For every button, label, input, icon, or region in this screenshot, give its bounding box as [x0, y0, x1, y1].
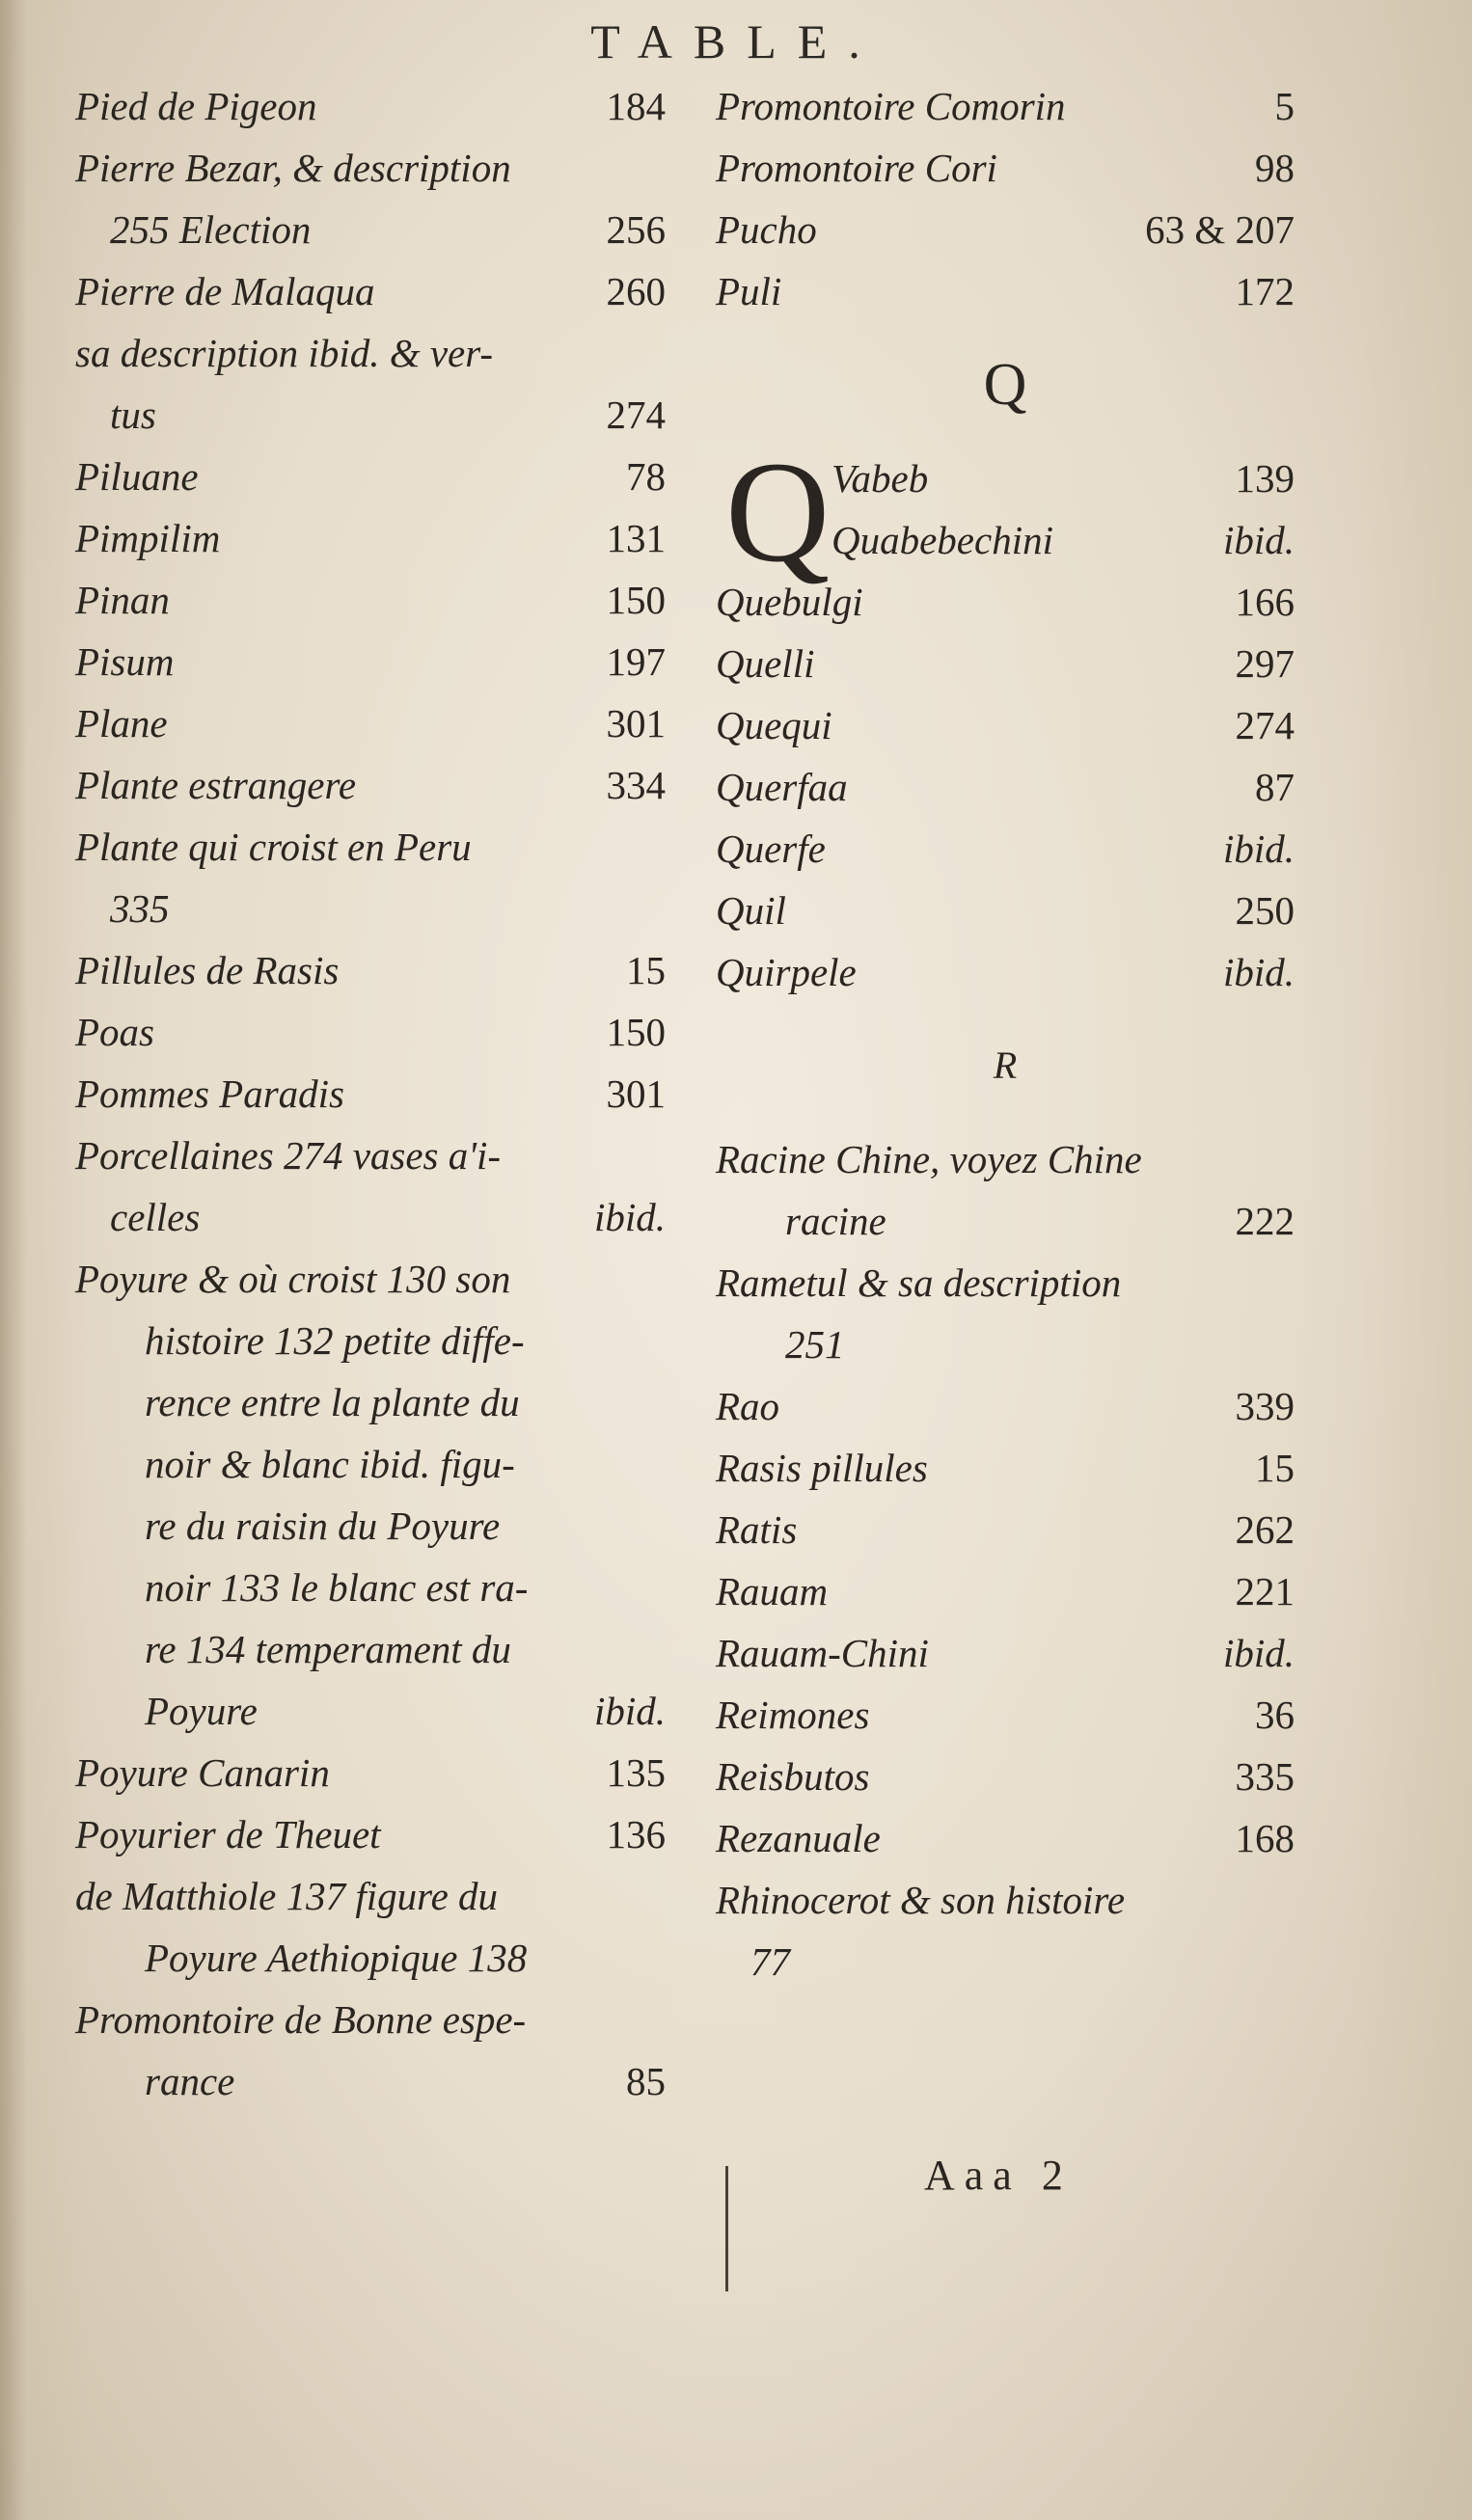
entry-text: Pied de Pigeon: [75, 84, 317, 128]
index-entry: [75, 1001, 666, 1063]
index-entry: [75, 2050, 666, 2112]
index-entry: [716, 1869, 1295, 1931]
entry-page-number: 301: [606, 1071, 666, 1116]
p-entries-continued: [716, 75, 1295, 322]
entry-text: Poyure: [145, 1689, 258, 1733]
dropcap-q: Q: [725, 432, 831, 592]
entry-text: racine: [785, 1199, 886, 1243]
entry-page-number: 260: [606, 269, 666, 313]
index-entry: [75, 507, 666, 569]
entry-text: Pinan: [75, 578, 170, 622]
entry-page-number: 136: [606, 1812, 666, 1856]
index-entry: [75, 939, 666, 1001]
entry-page-number: 150: [606, 1010, 666, 1054]
index-entry: [75, 692, 666, 754]
entry-text: Promontoire Comorin: [716, 84, 1066, 128]
entry-page-number: ibid.: [1222, 950, 1295, 994]
index-entry: [75, 384, 666, 446]
entry-text: rence entre la plante du: [145, 1380, 520, 1424]
entry-page-number: 98: [1255, 146, 1295, 190]
entry-text: re du raisin du Poyure: [145, 1504, 501, 1548]
index-entry: [716, 1807, 1295, 1869]
index-entry: [75, 1125, 666, 1186]
entry-text: Pimpilim: [75, 516, 221, 560]
entry-page-number: 197: [606, 639, 666, 684]
index-entry: [75, 1063, 666, 1125]
entry-page-number: 262: [1235, 1507, 1295, 1552]
entry-page-number: 166: [1235, 580, 1295, 624]
entry-text: histoire 132 petite diffe-: [145, 1318, 525, 1363]
index-entry: [75, 137, 666, 199]
entry-page-number: 274: [1235, 703, 1295, 747]
entry-text: sa description ibid. & ver-: [75, 331, 494, 375]
entry-page-number: 15: [1255, 1446, 1295, 1490]
index-entry: [75, 446, 666, 507]
index-entry: [75, 631, 666, 692]
index-entry: [75, 1680, 666, 1742]
index-entry: [716, 199, 1295, 260]
entry-page-number: 135: [606, 1750, 666, 1795]
entry-page-number: 87: [1255, 765, 1295, 809]
index-entry: [75, 1865, 666, 1927]
index-entry: [716, 1931, 1295, 1992]
index-entry: [75, 1803, 666, 1865]
entry-text: tus: [110, 393, 156, 437]
entry-text: 335: [110, 886, 170, 931]
entry-text: Quelli: [716, 641, 815, 686]
entry-text: Pisum: [75, 639, 175, 684]
index-entry: [75, 75, 666, 137]
entry-page-number: 184: [606, 84, 666, 128]
entry-text: Rametul & sa description: [716, 1260, 1122, 1305]
entry-text: rance: [145, 2059, 235, 2103]
entry-page-number: 334: [606, 763, 666, 807]
entry-text: Porcellaines 274 vases a'i-: [75, 1133, 502, 1178]
index-entry: [716, 75, 1295, 137]
entry-text: Rasis pillules: [716, 1446, 928, 1490]
index-entry: [75, 1557, 666, 1618]
index-entry: [716, 1314, 1295, 1375]
entry-text: noir & blanc ibid. figu-: [145, 1442, 515, 1486]
index-entry: [716, 1746, 1295, 1807]
index-entry: [716, 1375, 1295, 1437]
index-entry: [75, 816, 666, 878]
index-entry: [75, 1371, 666, 1433]
entry-text: 251: [785, 1322, 845, 1367]
index-entry: [716, 1499, 1295, 1560]
page-gutter-shadow: [0, 0, 27, 2520]
entry-text: Reisbutos: [716, 1754, 870, 1799]
entry-page-number: 36: [1255, 1693, 1295, 1737]
entry-text: Quebulgi: [716, 580, 863, 624]
entry-text: Poyure Aethiopique 138: [145, 1936, 528, 1980]
entry-text: Piluane: [75, 454, 199, 499]
entry-text: Pierre Bezar, & description: [75, 146, 511, 190]
entry-page-number: 5: [1274, 84, 1295, 128]
entry-page-number: 139: [1235, 456, 1295, 501]
index-entry: [75, 1495, 666, 1557]
left-index-column: [75, 75, 666, 2112]
index-entry: [75, 754, 666, 816]
index-entry: [716, 1684, 1295, 1746]
entry-page-number: 335: [1235, 1754, 1295, 1799]
entry-page-number: 131: [606, 516, 666, 560]
index-entry: [716, 880, 1295, 941]
entry-text: Plante estrangere: [75, 763, 357, 807]
entry-text: Poyure Canarin: [75, 1750, 330, 1795]
entry-page-number: 250: [1235, 888, 1295, 933]
entry-text: Vabeb: [831, 456, 929, 501]
q-dropcap-block: [716, 432, 1295, 592]
index-entry: [75, 1310, 666, 1371]
index-entry: [75, 1927, 666, 1989]
entry-page-number: 172: [1235, 269, 1295, 313]
index-entry: [716, 1128, 1295, 1190]
index-entry: [831, 447, 1295, 509]
entry-text: Poyure & où croist 130 son: [75, 1257, 511, 1301]
entry-page-number: 339: [1235, 1384, 1295, 1428]
entry-text: Rao: [716, 1384, 780, 1428]
index-entry: [75, 1742, 666, 1803]
index-entry: [831, 509, 1295, 571]
index-entry: [75, 569, 666, 631]
index-entry: [716, 1252, 1295, 1314]
page-header-title: TABLE.: [590, 14, 882, 68]
entry-text: Pommes Paradis: [75, 1071, 345, 1116]
index-entry: [75, 260, 666, 322]
signature-mark: Aaa 2: [924, 2152, 1073, 2199]
entry-text: Pucho: [716, 207, 817, 252]
entry-text: Reimones: [716, 1693, 870, 1737]
entry-page-number: ibid.: [593, 1689, 666, 1733]
entry-page-number: 168: [1235, 1816, 1295, 1860]
index-entry: [75, 1248, 666, 1310]
index-entry: [716, 571, 1295, 633]
index-entry: [75, 1186, 666, 1248]
index-entry: [75, 878, 666, 939]
entry-page-number: 297: [1235, 641, 1295, 686]
entry-text: re 134 temperament du: [145, 1627, 511, 1671]
right-index-column: [716, 75, 1295, 1992]
index-entry: [716, 941, 1295, 1003]
index-entry: [716, 1190, 1295, 1252]
entry-page-number: ibid.: [1222, 518, 1295, 562]
index-entry: [716, 1622, 1295, 1684]
entry-text: de Matthiole 137 figure du: [75, 1874, 499, 1918]
entry-text: Plante qui croist en Peru: [75, 825, 472, 869]
entry-page-number: 301: [606, 701, 666, 745]
index-entry: [716, 756, 1295, 818]
entry-page-number: ibid.: [593, 1195, 666, 1239]
entry-text: Rauam: [716, 1569, 829, 1613]
entry-text: Promontoire Cori: [716, 146, 997, 190]
entry-text: Rhinocerot & son histoire: [716, 1878, 1126, 1922]
entry-page-number: 222: [1235, 1199, 1295, 1243]
entry-text: Pillules de Rasis: [75, 948, 340, 992]
entry-page-number: 221: [1235, 1569, 1295, 1613]
entry-page-number: 78: [626, 454, 666, 499]
r-entries: [716, 1128, 1295, 1992]
entry-page-number: 256: [606, 207, 666, 252]
index-entry: [75, 1433, 666, 1495]
entry-text: 255 Election: [110, 207, 312, 252]
entry-text: Poyurier de Theuet: [75, 1812, 381, 1856]
entry-text: celles: [110, 1195, 201, 1239]
entry-text: Quirpele: [716, 950, 857, 994]
entry-text: Rauam-Chini: [716, 1631, 929, 1675]
entry-text: Querfaa: [716, 765, 848, 809]
entry-text: Querfe: [716, 826, 826, 871]
entry-text: Quequi: [716, 703, 832, 747]
entry-text: 77: [750, 1939, 790, 1984]
printer-rule-mark: [725, 2166, 728, 2291]
index-entry: [716, 694, 1295, 756]
section-heading-q: Q: [983, 352, 1027, 418]
section-heading-r: R: [993, 1043, 1018, 1087]
entry-text: Quil: [716, 888, 786, 933]
index-entry: [716, 818, 1295, 880]
entry-text: Quabebechini: [831, 518, 1053, 562]
entry-page-number: 15: [626, 948, 666, 992]
index-entry: [75, 322, 666, 384]
index-entry: [716, 137, 1295, 199]
entry-page-number: 274: [606, 393, 666, 437]
index-entry: [716, 633, 1295, 694]
q-entries: [716, 571, 1295, 1003]
entry-text: Pierre de Malaqua: [75, 269, 375, 313]
index-entry: [716, 260, 1295, 322]
entry-page-number: ibid.: [1222, 826, 1295, 871]
entry-page-number: ibid.: [1222, 1631, 1295, 1675]
entry-text: Racine Chine, voyez Chine: [716, 1137, 1142, 1181]
entry-text: noir 133 le blanc est ra-: [145, 1565, 529, 1610]
entry-text: Promontoire de Bonne espe-: [75, 1997, 527, 2042]
index-entry: [716, 1437, 1295, 1499]
index-entry: [75, 199, 666, 260]
entry-text: Plane: [75, 701, 168, 745]
entry-text: Ratis: [716, 1507, 798, 1552]
entry-page-number: 63 & 207: [1145, 207, 1295, 252]
entry-page-number: 85: [626, 2059, 666, 2103]
index-entry: [75, 1989, 666, 2050]
entry-page-number: 150: [606, 578, 666, 622]
entry-text: Puli: [716, 269, 782, 313]
index-entry: [716, 1560, 1295, 1622]
entry-text: Rezanuale: [716, 1816, 881, 1860]
index-entry: [75, 1618, 666, 1680]
entry-text: Poas: [75, 1010, 154, 1054]
